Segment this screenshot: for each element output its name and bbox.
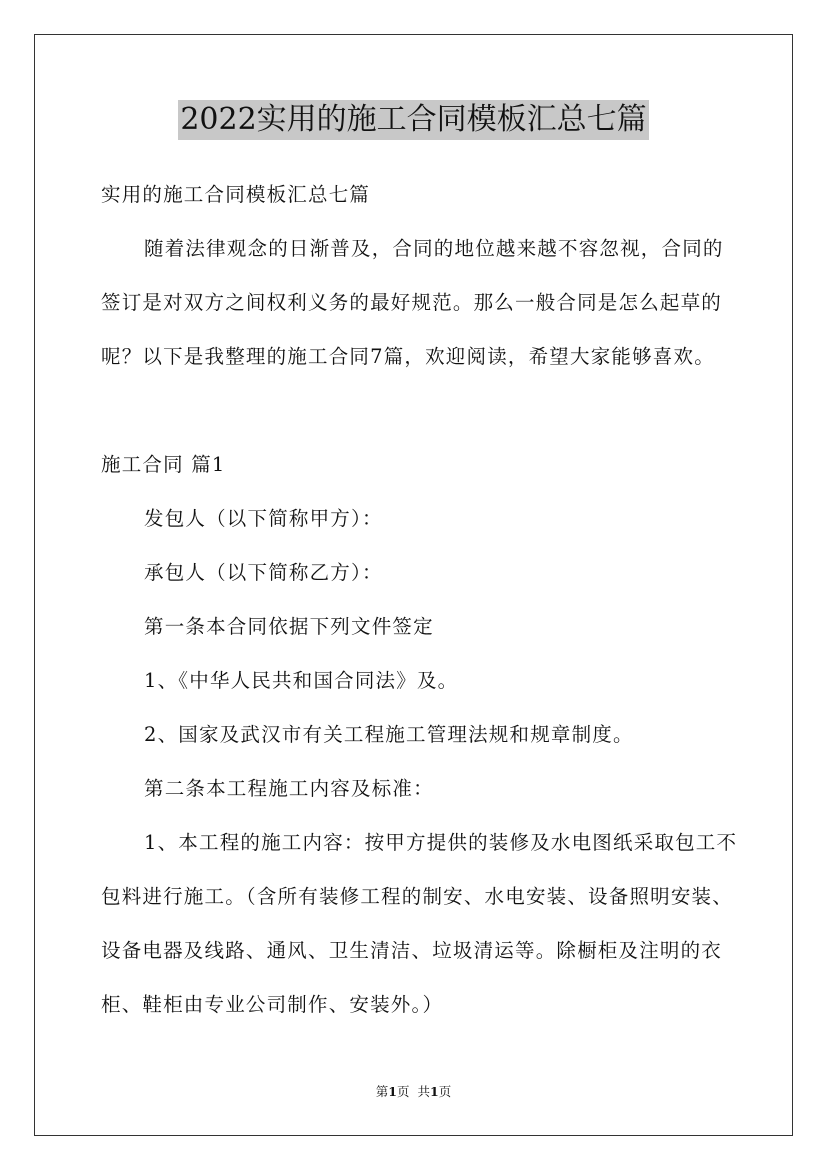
- footer-prefix: 第: [375, 1084, 389, 1099]
- paragraph-line: 发包人（以下简称甲方）：: [144, 507, 383, 530]
- blank-line: [101, 384, 741, 438]
- section-heading: 施工合同 篇1: [101, 453, 226, 476]
- page-footer: [0, 1084, 827, 1100]
- footer-page-number: 1: [388, 1084, 397, 1099]
- paragraph-line: 随着法律观念的日渐普及，合同的地位越来越不容忽视，合同的: [144, 237, 724, 260]
- paragraph-line: 1、《中华人民共和国合同法》及。: [144, 669, 459, 692]
- paragraph-line: 1、本工程的施工内容：按甲方提供的装修及水电图纸采取包工不: [144, 831, 738, 854]
- paragraph-line: 包料进行施工。（含所有装修工程的制安、水电安装、设备照明安装、: [101, 885, 733, 908]
- paragraph-line: 2、国家及武汉市有关工程施工管理法规和规章制度。: [144, 723, 634, 746]
- document-title: 2022实用的施工合同模板汇总七篇: [178, 100, 648, 140]
- paragraph-line: 柜、鞋柜由专业公司制作、安装外。）: [101, 993, 444, 1016]
- paragraph-line: 设备电器及线路、通风、卫生清洁、垃圾清运等。除橱柜及注明的衣: [101, 939, 723, 962]
- footer-total-suffix: 页: [438, 1084, 452, 1099]
- paragraph-line: 承包人（以下简称乙方）：: [144, 561, 383, 584]
- footer-page-suffix: 页: [397, 1084, 410, 1099]
- paragraph-line: 第一条本合同依据下列文件签定: [144, 615, 434, 638]
- subtitle-line: 实用的施工合同模板汇总七篇: [101, 183, 371, 206]
- document-body: [101, 168, 741, 1032]
- paragraph-line: 第二条本工程施工内容及标准：: [144, 777, 434, 800]
- paragraph-line: 呢？以下是我整理的施工合同7篇，欢迎阅读，希望大家能够喜欢。: [101, 345, 715, 368]
- title-container: [0, 100, 827, 140]
- footer-total-pages: 1: [429, 1084, 439, 1099]
- footer-total-prefix: 共: [417, 1084, 430, 1099]
- paragraph-line: 签订是对双方之间权利义务的最好规范。那么一般合同是怎么起草的: [101, 291, 723, 314]
